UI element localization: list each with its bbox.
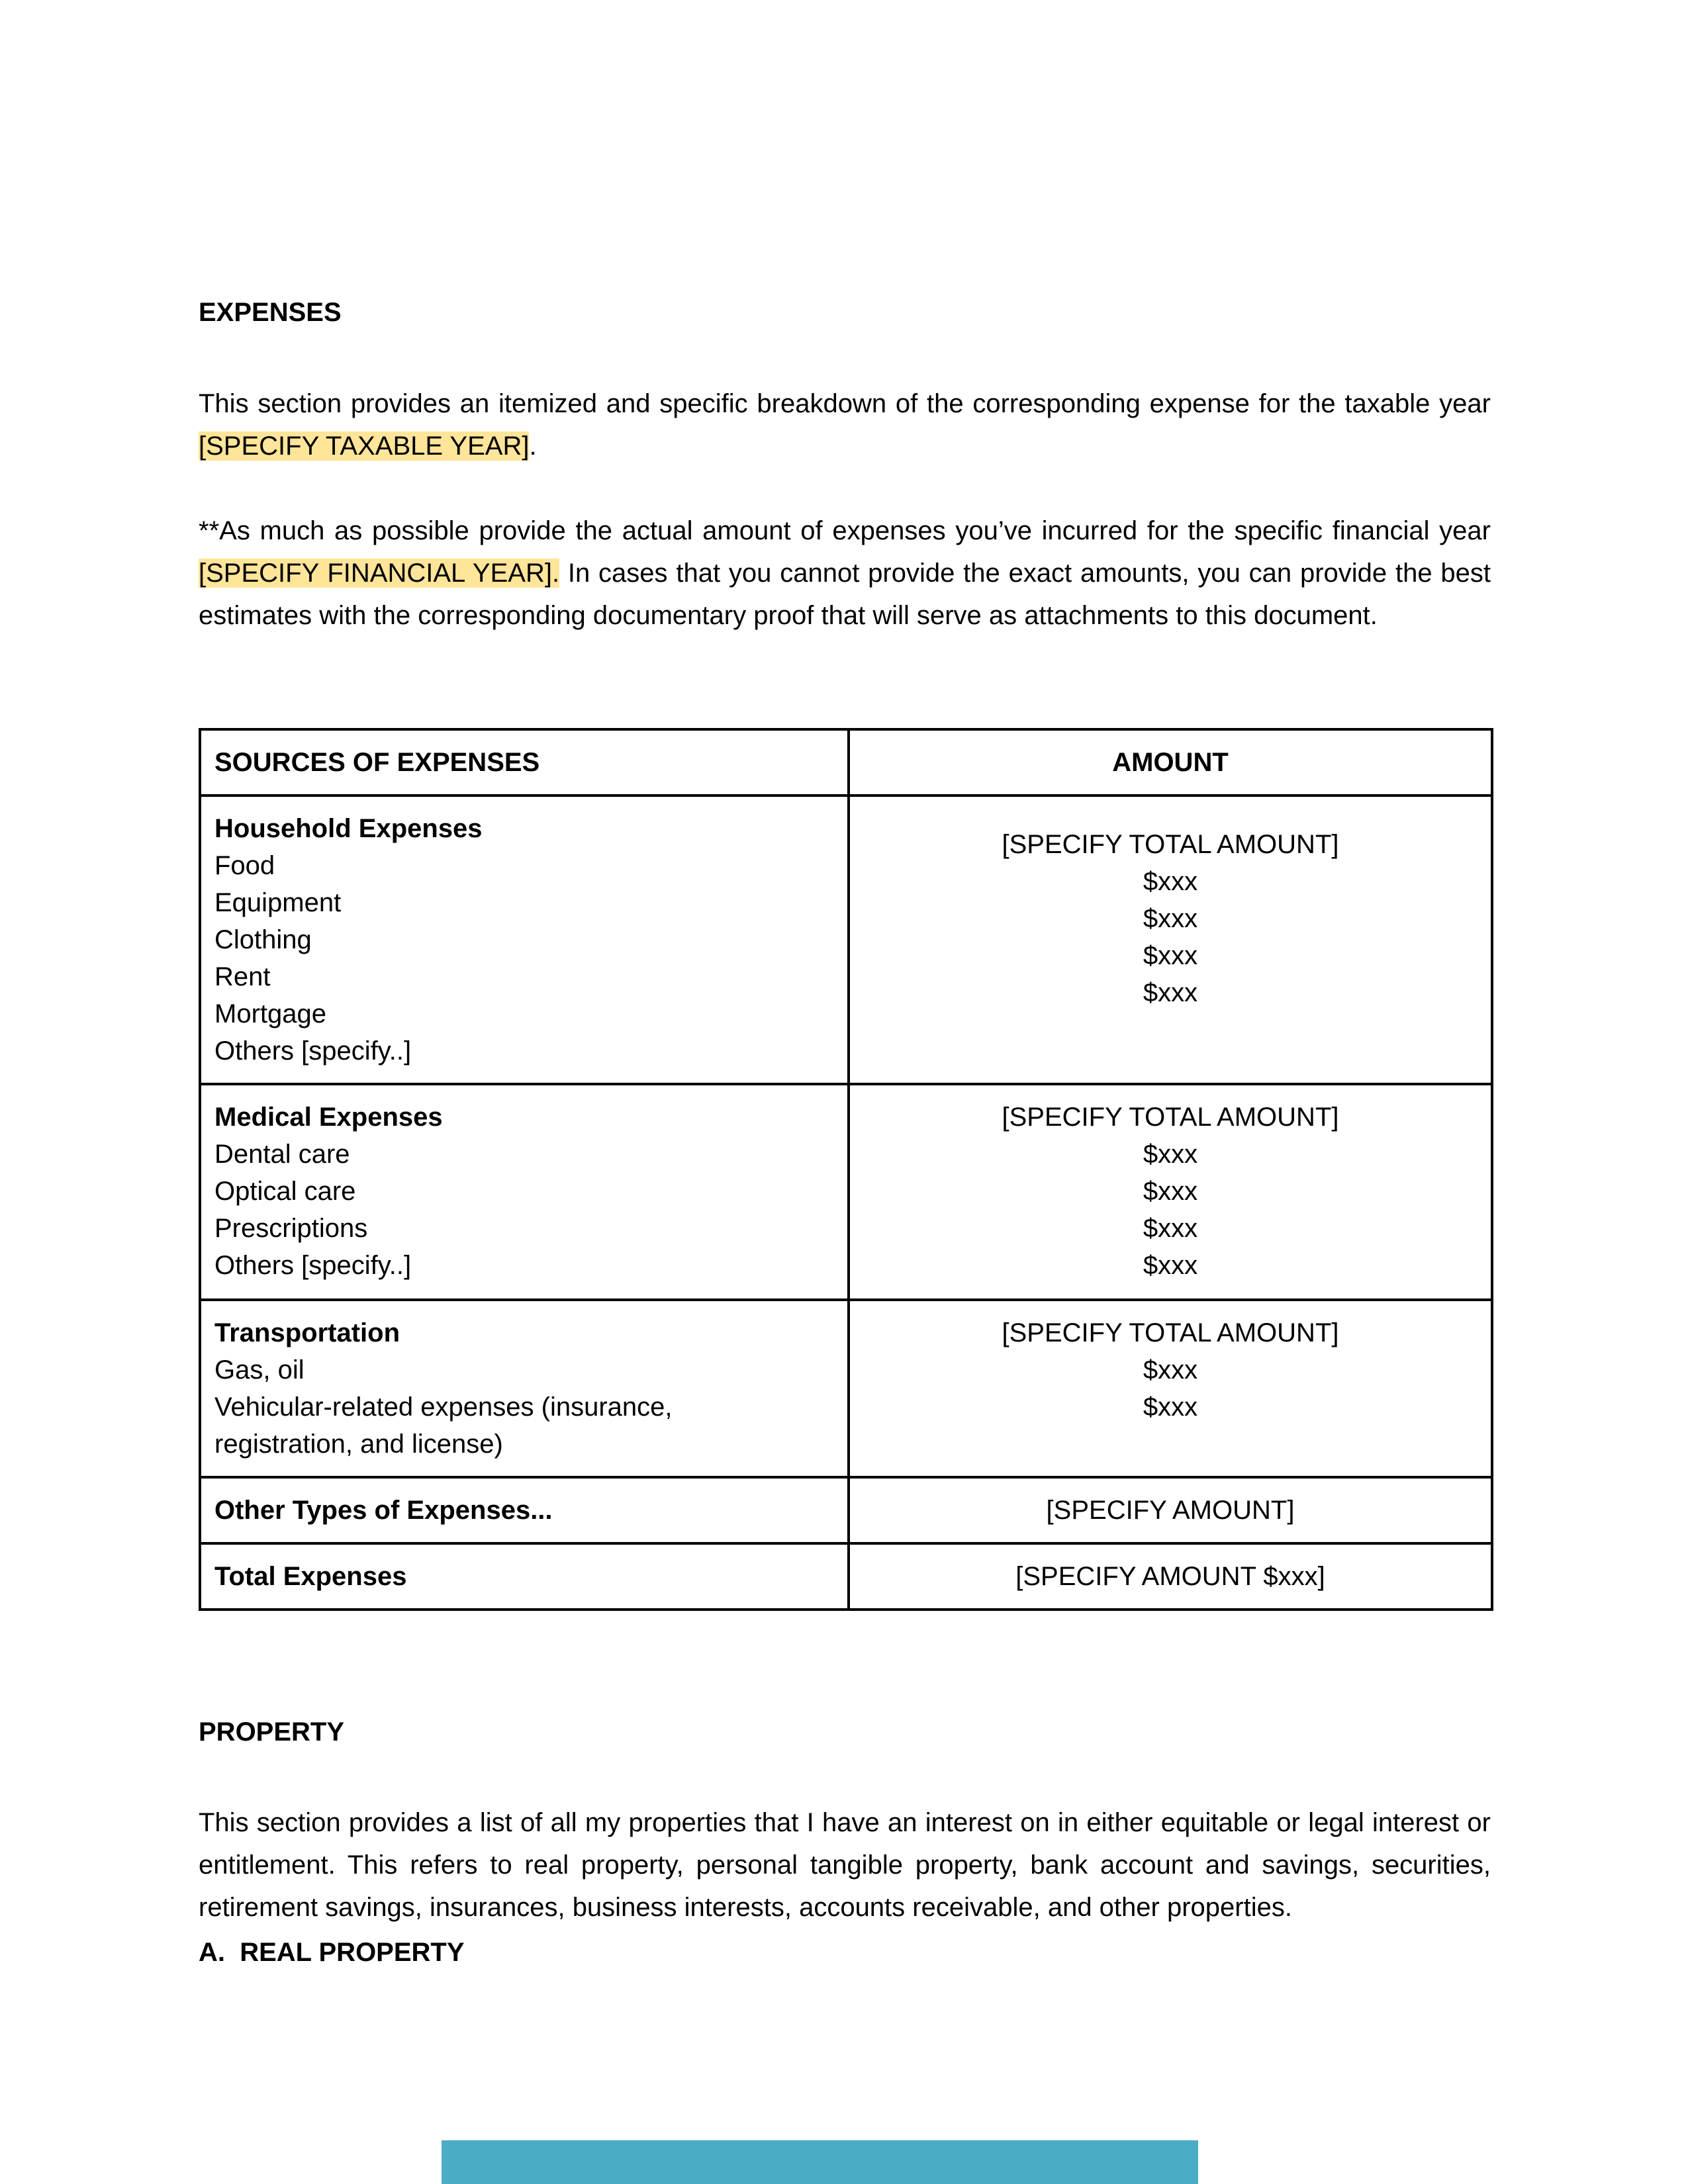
property-intro bbox=[199, 1801, 1491, 1929]
amount-value: $xxx bbox=[1143, 941, 1198, 970]
total-expenses-label: Total Expenses bbox=[200, 1543, 849, 1610]
expenses-intro bbox=[199, 383, 1491, 467]
real-property-subheading: A. REAL PROPERTY bbox=[199, 1938, 465, 1967]
table-header-row bbox=[200, 729, 1492, 796]
table-row bbox=[200, 796, 1492, 1084]
table-row bbox=[200, 1543, 1492, 1610]
list-item: registration, and license) bbox=[214, 1430, 503, 1459]
transportation-sources-cell bbox=[200, 1300, 849, 1477]
amount-value: $xxx bbox=[1143, 978, 1198, 1007]
list-item: Gas, oil bbox=[214, 1355, 305, 1385]
list-item: Optical care bbox=[214, 1177, 356, 1206]
property-intro-paragraph: This section provides a list of all my properties that I have an interest on in either equitable or legal interest or entitlement. This refers to real property, personal tangible property, bank account and savings, securities, retirement savings, insurances, business interests, accounts receivable, and other properties. bbox=[199, 1808, 1491, 1922]
amount-value: $xxx bbox=[1143, 867, 1198, 896]
amount-value: [SPECIFY TOTAL AMOUNT] bbox=[1002, 830, 1339, 859]
header-sources: SOURCES OF EXPENSES bbox=[200, 729, 849, 796]
household-sources-cell bbox=[200, 796, 849, 1084]
table-row bbox=[200, 1084, 1492, 1300]
amount-value: $xxx bbox=[1143, 1177, 1198, 1206]
medical-sources-cell bbox=[200, 1084, 849, 1300]
group-title: Transportation bbox=[214, 1318, 400, 1347]
list-item: Clothing bbox=[214, 925, 312, 954]
list-item: Prescriptions bbox=[214, 1214, 368, 1243]
list-item: Others [specify..] bbox=[214, 1251, 412, 1280]
property-section bbox=[199, 1715, 1491, 1749]
group-title: Medical Expenses bbox=[214, 1103, 443, 1132]
table-row bbox=[200, 1300, 1492, 1477]
list-item: Food bbox=[214, 851, 275, 880]
list-item: Rent bbox=[214, 962, 271, 991]
header-amount: AMOUNT bbox=[849, 729, 1492, 796]
expenses-table bbox=[199, 728, 1493, 1611]
property-heading: PROPERTY bbox=[199, 1717, 345, 1747]
transportation-amount-cell bbox=[849, 1300, 1492, 1477]
amount-value: $xxx bbox=[1143, 1140, 1198, 1169]
intro-suffix: . bbox=[529, 432, 537, 461]
other-expenses-label: Other Types of Expenses... bbox=[200, 1477, 849, 1543]
total-expenses-amount: [SPECIFY AMOUNT $xxx] bbox=[849, 1543, 1492, 1610]
other-expenses-amount: [SPECIFY AMOUNT] bbox=[849, 1477, 1492, 1543]
expenses-intro-paragraph bbox=[199, 383, 1491, 467]
expenses-note bbox=[199, 510, 1491, 637]
expenses-section bbox=[199, 296, 1491, 329]
taxable-year-placeholder: [SPECIFY TAXABLE YEAR] bbox=[199, 432, 530, 461]
list-item: Equipment bbox=[214, 888, 342, 917]
amount-value: $xxx bbox=[1143, 1251, 1198, 1280]
expenses-note-paragraph bbox=[199, 510, 1491, 637]
real-property-section bbox=[199, 1936, 1491, 1969]
amount-value: $xxx bbox=[1143, 1214, 1198, 1243]
list-item: Others [specify..] bbox=[214, 1036, 412, 1066]
footer-bar bbox=[442, 2140, 1198, 2184]
list-item: Vehicular-related expenses (insurance, bbox=[214, 1392, 673, 1422]
household-amount-cell bbox=[849, 796, 1492, 1084]
table-row bbox=[200, 1477, 1492, 1543]
expenses-heading: EXPENSES bbox=[199, 298, 342, 327]
note-suffix: In cases that you cannot provide the exact amounts, you can provide the best estimates with the corresponding documentary proof that will serve as attachments to this document. bbox=[199, 559, 1491, 630]
amount-value: [SPECIFY TOTAL AMOUNT] bbox=[1002, 1318, 1339, 1347]
note-text: **As much as possible provide the actual amount of expenses you’ve incurred for the specific financial year bbox=[199, 516, 1491, 545]
amount-value: [SPECIFY TOTAL AMOUNT] bbox=[1002, 1103, 1339, 1132]
medical-amount-cell bbox=[849, 1084, 1492, 1300]
amount-value: $xxx bbox=[1143, 1355, 1198, 1385]
amount-value: $xxx bbox=[1143, 904, 1198, 933]
financial-year-placeholder: [SPECIFY FINANCIAL YEAR]. bbox=[199, 559, 560, 588]
amount-value: $xxx bbox=[1143, 1392, 1198, 1422]
list-item: Dental care bbox=[214, 1140, 350, 1169]
intro-text: This section provides an itemized and specific breakdown of the corresponding expense for the taxable year bbox=[199, 389, 1491, 418]
list-item: Mortgage bbox=[214, 999, 326, 1028]
group-title: Household Expenses bbox=[214, 814, 483, 843]
